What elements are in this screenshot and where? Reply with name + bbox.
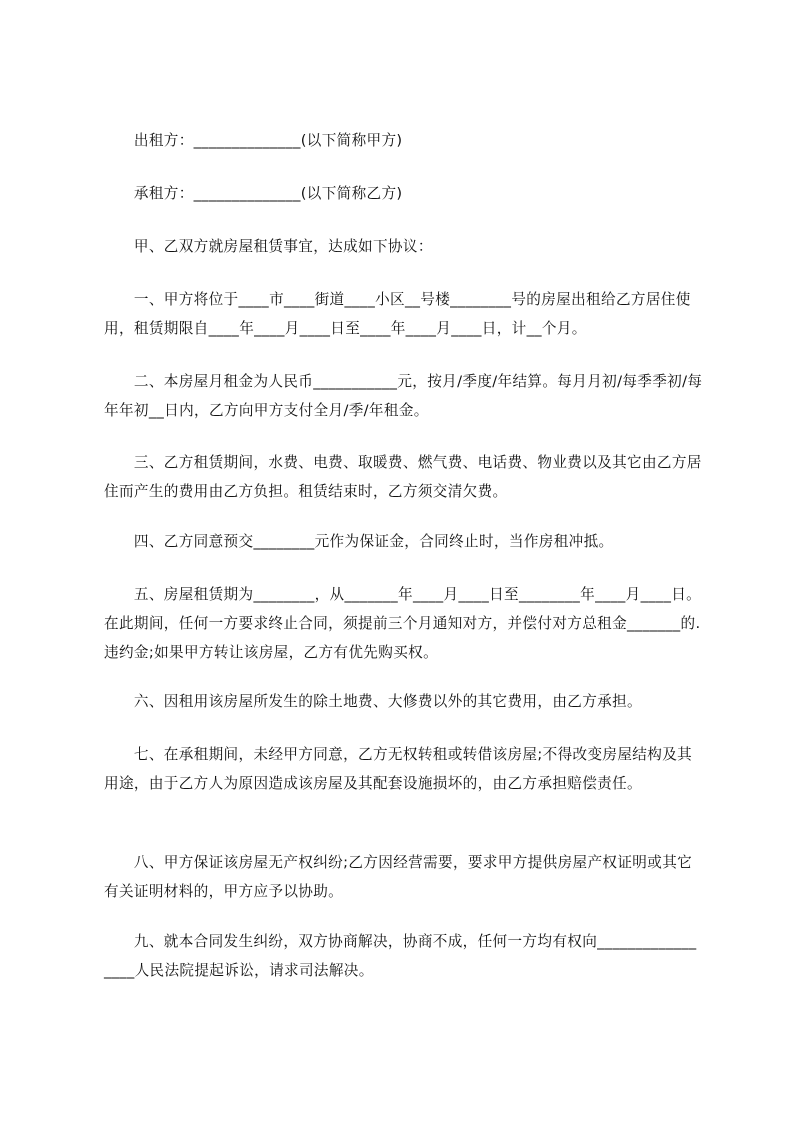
clause-8: 八、甲方保证该房屋无产权纠纷;乙方因经营需要，要求甲方提供房屋产权证明或其它有关证明材料的，甲方应予以协助。 [104,854,693,900]
clause-5: 五、房屋租赁期为________，从_______年____月____日至________年____月____日。在此期间，任何一方要求终止合同，须提前三个月通知对方，并偿付对方总租金_______的.违约金;如果甲方转让该房屋，乙方有优先购买权。 [104,586,702,661]
clause-2: 二、本房屋月租金为人民币___________元，按月/季度/年结算。每月月初/每季季初/每年年初__日内，乙方向甲方支付全月/季/年租金。 [104,373,703,419]
clause-3: 三、乙方租赁期间，水费、电费、取暖费、燃气费、电话费、物业费以及其它由乙方居住而产生的费用由乙方负担。租赁结束时，乙方须交清欠费。 [104,454,702,500]
clause-4: 四、乙方同意预交________元作为保证金，合同终止时，当作房租冲抵。 [104,533,614,550]
clause-9: 九、就本合同发生纠纷，双方协商解决，协商不成，任何一方均有权向_________________人民法院提起诉讼，请求司法解决。 [104,933,697,979]
lessee-line: 承租方：______________(以下简称乙方) [104,185,403,202]
clause-7: 七、在承租期间，未经甲方同意，乙方无权转租或转借该房屋;不得改变房屋结构及其用途，由于乙方人为原因造成该房屋及其配套设施损坏的，由乙方承担赔偿责任。 [104,746,693,792]
clause-1: 一、甲方将位于____市____街道____小区__号楼________号的房屋出租给乙方居住使用，租赁期限自____年____月____日至____年____月____日，计__个月。 [104,291,691,337]
lessor-line: 出租方：______________(以下简称甲方) [104,132,403,149]
agreement-intro: 甲、乙双方就房屋租赁事宜，达成如下协议： [104,238,433,255]
clause-6: 六、因租用该房屋所发生的除土地费、大修费以外的其它费用，由乙方承担。 [104,693,642,710]
